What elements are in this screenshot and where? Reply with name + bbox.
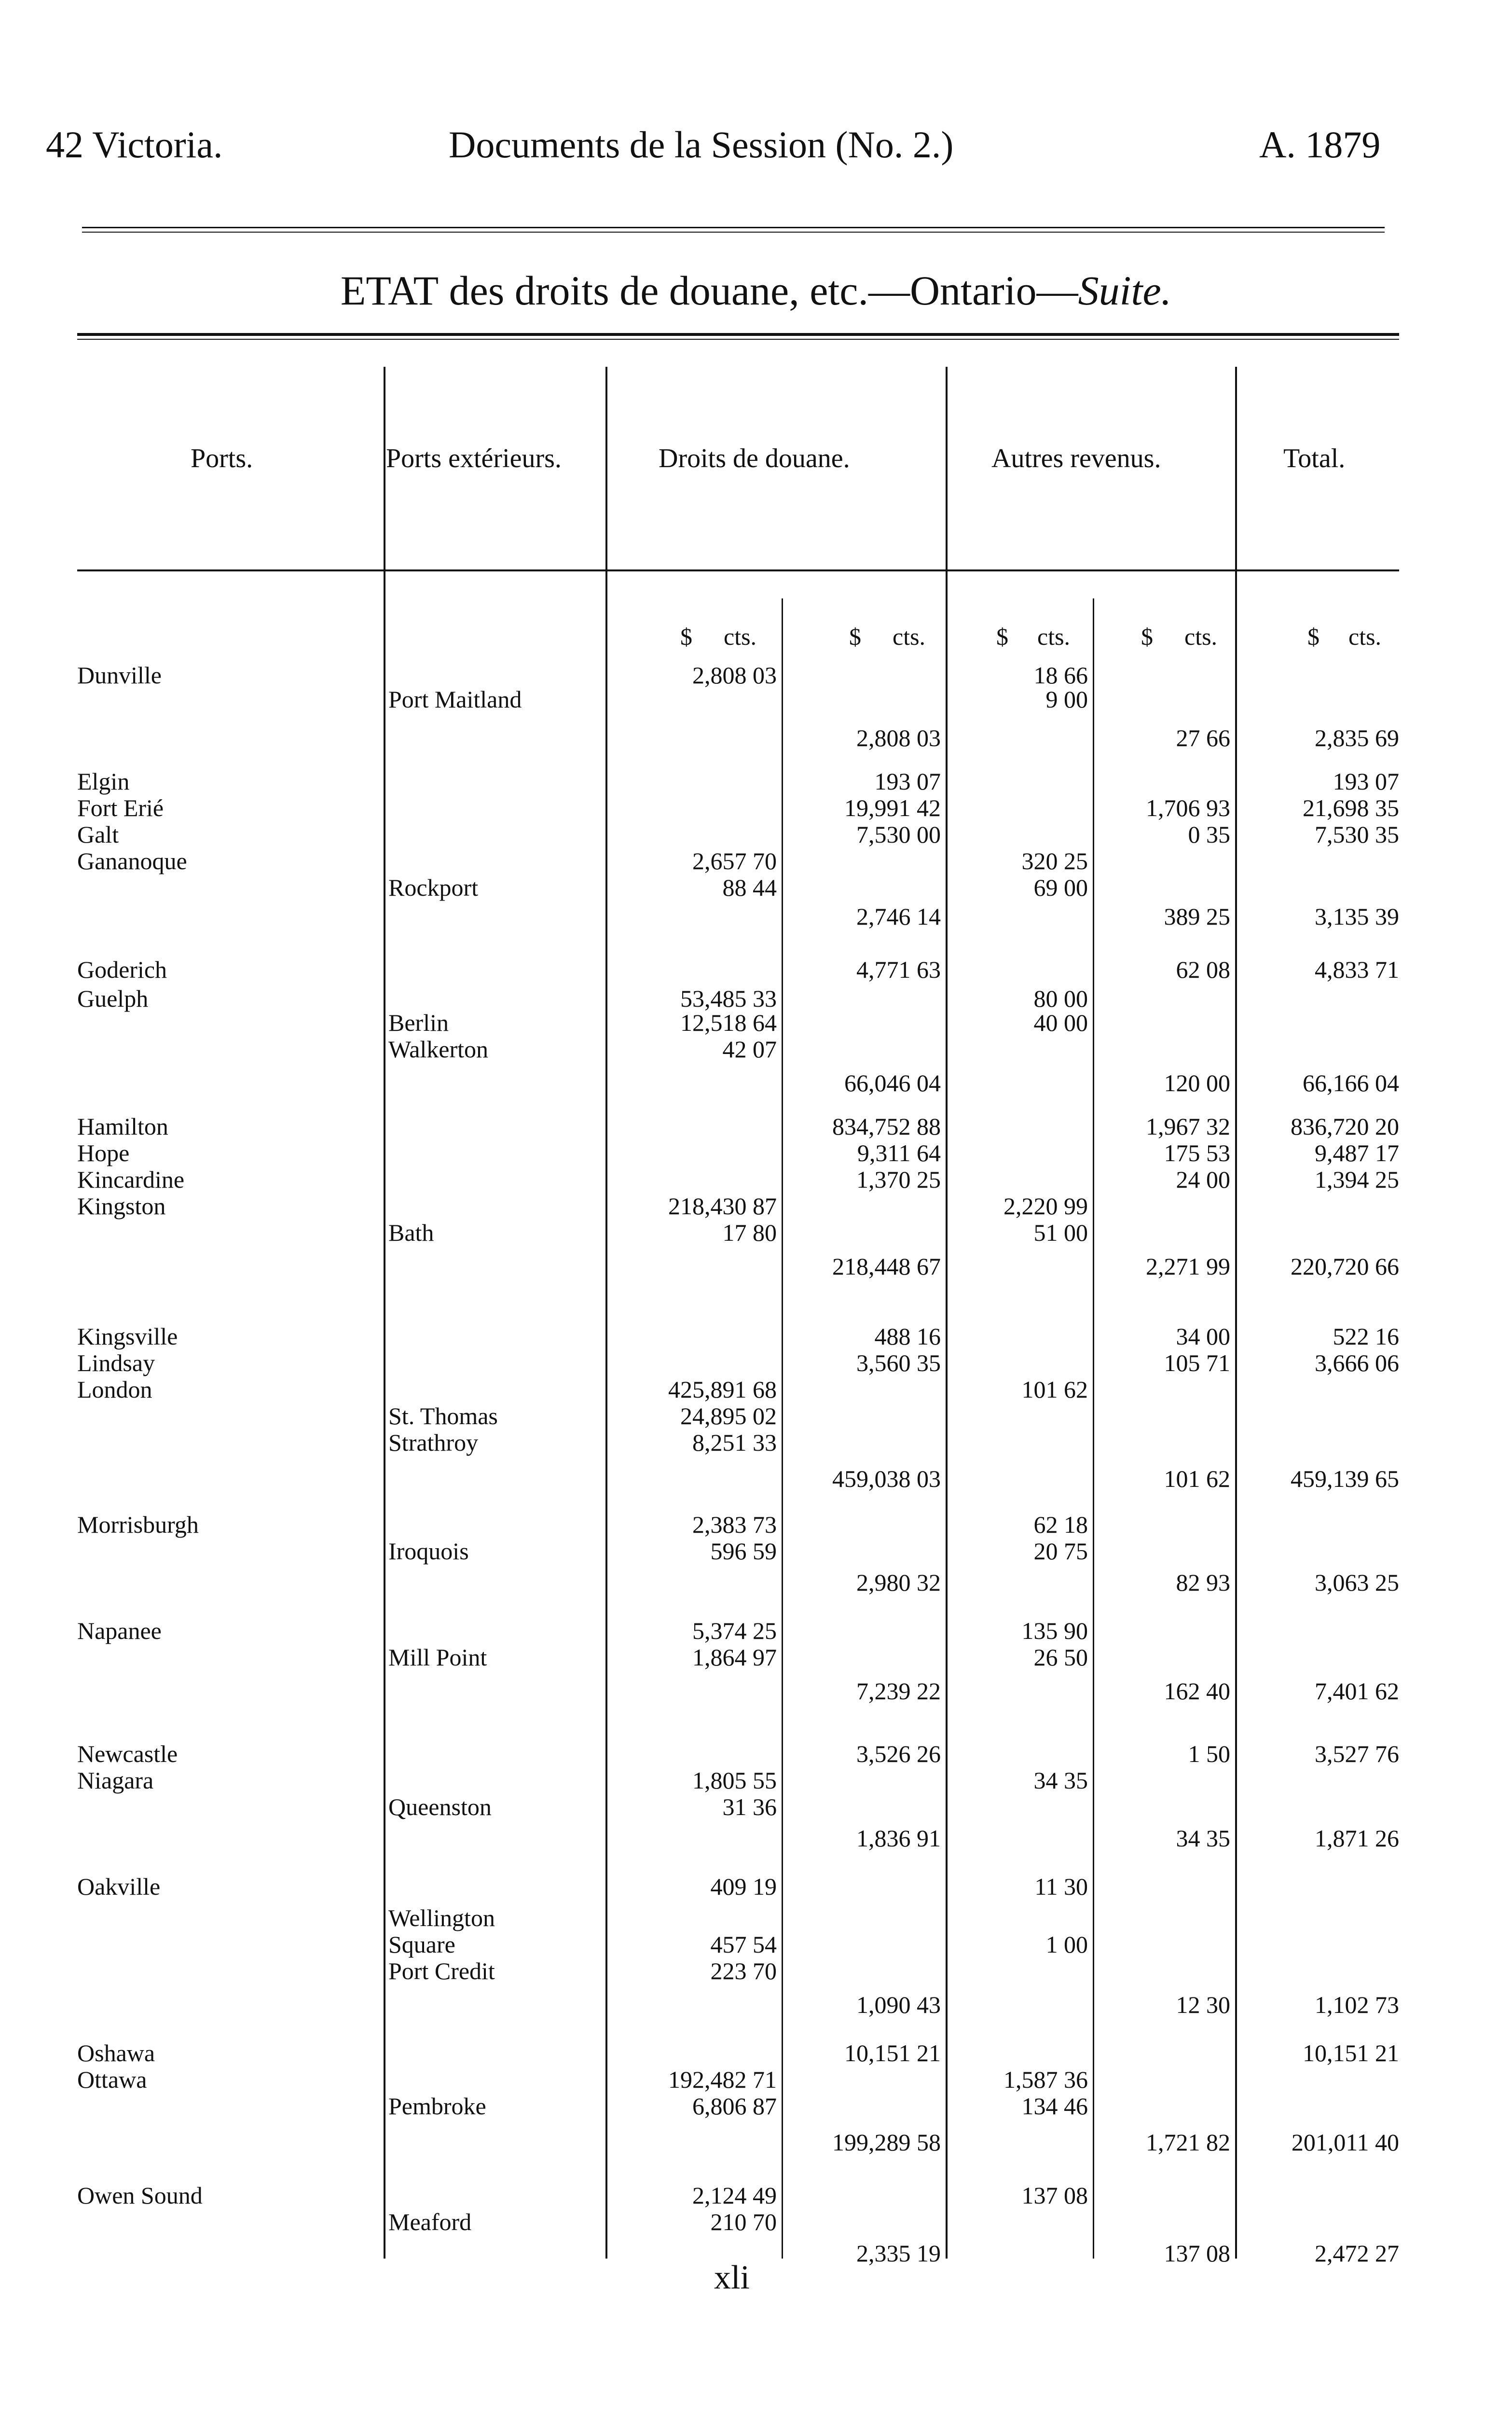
table-cell-d1: 12,518 64: [680, 1009, 777, 1036]
col-header-droits: Droits de douane.: [659, 444, 850, 473]
table-cell-d2: 7,530 00: [856, 821, 941, 848]
cur-dollar-a2: $: [1141, 623, 1153, 650]
table-cell-a2: 62 08: [1176, 956, 1230, 983]
table-cell-port: Owen Sound: [77, 2182, 203, 2209]
table-cell-d1: 42 07: [722, 1036, 777, 1063]
table-cell-d2: 66,046 04: [844, 1069, 941, 1096]
table-cell-d2: 7,239 22: [856, 1678, 941, 1705]
title-suffix: Suite.: [1078, 267, 1172, 314]
table-cell-d1: 218,430 87: [668, 1193, 777, 1220]
table-cell-ext: Wellington: [388, 1904, 495, 1931]
table-cell-tot: 7,530 35: [1315, 821, 1399, 848]
table-cell-a1: 34 35: [1033, 1767, 1088, 1794]
table-cell-a2: 24 00: [1176, 1166, 1230, 1193]
table-cell-d2: 193 07: [874, 768, 941, 795]
table-cell-d1: 24,895 02: [680, 1402, 777, 1429]
table-cell-a2: 2,271 99: [1146, 1253, 1230, 1280]
table-cell-d1: 6,806 87: [692, 2093, 777, 2120]
table-cell-d2: 488 16: [874, 1323, 941, 1350]
table-cell-d1: 53,485 33: [680, 985, 777, 1012]
table-cell-a2: 137 08: [1164, 2240, 1230, 2267]
table-cell-port: Ottawa: [77, 2066, 147, 2093]
col-header-ports-ext: Ports extérieurs.: [386, 444, 562, 473]
table-cell-ext: Berlin: [388, 1009, 449, 1036]
table-cell-tot: 3,527 76: [1315, 1740, 1399, 1767]
table-cell-port: London: [77, 1376, 152, 1403]
table-cell-d2: 3,560 35: [856, 1349, 941, 1376]
cur-cts-a1: cts.: [1037, 623, 1071, 650]
table-cell-port: Goderich: [77, 956, 167, 983]
table-cell-d2: 1,836 91: [856, 1825, 941, 1852]
table-cell-tot: 3,135 39: [1315, 903, 1399, 930]
cur-dollar-d2: $: [849, 623, 861, 650]
table-cell-port: Galt: [77, 821, 119, 848]
table-cell-port: Lindsay: [77, 1349, 155, 1376]
table-cell-port: Niagara: [77, 1767, 154, 1794]
table-cell-d2: 9,311 64: [857, 1139, 941, 1166]
table-cell-tot: 220,720 66: [1291, 1253, 1399, 1280]
table-cell-d2: 1,370 25: [856, 1166, 941, 1193]
table-cell-d1: 1,805 55: [692, 1767, 777, 1794]
cur-cts-d1: cts.: [724, 623, 757, 650]
table-cell-ext: Pembroke: [388, 2093, 486, 2120]
table-cell-a1: 134 46: [1021, 2093, 1088, 2120]
cur-dollar-d1: $: [680, 623, 692, 650]
table-cell-d1: 596 59: [710, 1538, 777, 1565]
table-cell-a1: 51 00: [1033, 1219, 1088, 1246]
table-cell-d2: 2,746 14: [856, 903, 941, 930]
table-cell-tot: 21,698 35: [1303, 794, 1399, 821]
table-cell-a1: 137 08: [1021, 2182, 1088, 2209]
header-left: 42 Victoria.: [46, 124, 223, 166]
col-sep-droits-inner: [782, 598, 783, 2259]
table-cell-port: Fort Erié: [77, 794, 164, 821]
table-cell-port: Hope: [77, 1139, 130, 1166]
table-cell-tot: 3,063 25: [1315, 1569, 1399, 1596]
col-sep-2: [605, 367, 607, 2259]
table-cell-port: Elgin: [77, 768, 130, 795]
table-cell-port: Oakville: [77, 1873, 161, 1900]
table-cell-a1: 9 00: [1045, 686, 1088, 713]
table-cell-a2: 82 93: [1176, 1569, 1230, 1596]
table-cell-a1: 20 75: [1033, 1538, 1088, 1565]
table-cell-d1: 223 70: [710, 1957, 777, 1984]
table-cell-tot: 1,871 26: [1315, 1825, 1399, 1852]
table-cell-a1: 1 00: [1045, 1931, 1088, 1958]
table-cell-ext: Port Maitland: [388, 686, 522, 713]
table-cell-tot: 836,720 20: [1291, 1113, 1399, 1140]
table-cell-port: Morrisburgh: [77, 1511, 199, 1538]
table-cell-a1: 80 00: [1033, 985, 1088, 1012]
table-cell-d2: 19,991 42: [844, 794, 941, 821]
table-cell-d1: 5,374 25: [692, 1617, 777, 1644]
table-cell-d1: 88 44: [722, 874, 777, 901]
table-cell-a2: 34 00: [1176, 1323, 1230, 1350]
title-rule-thick: [77, 333, 1399, 336]
table-cell-a2: 162 40: [1164, 1678, 1230, 1705]
table-cell-d1: 192,482 71: [668, 2066, 777, 2093]
table-cell-port: Gananoque: [77, 847, 187, 874]
table-cell-a2: 389 25: [1164, 903, 1230, 930]
table-cell-a1: 1,587 36: [1003, 2066, 1088, 2093]
table-cell-tot: 193 07: [1333, 768, 1399, 795]
header-center: Documents de la Session (No. 2.): [449, 124, 954, 166]
table-cell-d1: 425,891 68: [668, 1376, 777, 1403]
table-cell-a1: 320 25: [1021, 847, 1088, 874]
table-cell-port: Kingston: [77, 1193, 166, 1220]
table-cell-ext: Mill Point: [388, 1644, 487, 1671]
col-sep-4: [1235, 367, 1237, 2259]
cur-dollar-a1: $: [996, 623, 1008, 650]
table-cell-a1: 11 30: [1034, 1873, 1088, 1900]
table-cell-a2: 175 53: [1164, 1139, 1230, 1166]
table-cell-ext: St. Thomas: [388, 1402, 498, 1429]
table-cell-tot: 10,151 21: [1303, 2039, 1399, 2066]
table-cell-a2: 105 71: [1164, 1349, 1230, 1376]
table-cell-tot: 66,166 04: [1303, 1069, 1399, 1096]
table-cell-tot: 7,401 62: [1315, 1678, 1399, 1705]
table-cell-ext: Meaford: [388, 2208, 472, 2235]
table-cell-d2: 1,090 43: [856, 1991, 941, 2018]
table-cell-a1: 2,220 99: [1003, 1193, 1088, 1220]
table-cell-d2: 199,289 58: [832, 2129, 941, 2156]
table-cell-d2: 218,448 67: [832, 1253, 941, 1280]
table-cell-port: Napanee: [77, 1617, 162, 1644]
col-header-total: Total.: [1283, 444, 1346, 473]
table-cell-a2: 1,706 93: [1146, 794, 1230, 821]
table-cell-port: Kincardine: [77, 1166, 185, 1193]
table-cell-a2: 1,721 82: [1146, 2129, 1230, 2156]
table-cell-port: Dunville: [77, 662, 162, 689]
table-cell-a2: 27 66: [1176, 724, 1230, 751]
table-cell-tot: 1,102 73: [1315, 1991, 1399, 2018]
table-cell-a1: 40 00: [1033, 1009, 1088, 1036]
table-cell-d2: 3,526 26: [856, 1740, 941, 1767]
col-sep-autres-inner: [1093, 598, 1094, 2259]
table-cell-tot: 459,139 65: [1291, 1465, 1399, 1492]
table-cell-port: Oshawa: [77, 2039, 155, 2066]
table-cell-d2: 2,335 19: [856, 2240, 941, 2267]
table-cell-a2: 0 35: [1188, 821, 1230, 848]
table-cell-a1: 18 66: [1033, 662, 1088, 689]
table-cell-d1: 31 36: [722, 1793, 777, 1820]
table-cell-a2: 34 35: [1176, 1825, 1230, 1852]
table-cell-d1: 457 54: [710, 1931, 777, 1958]
table-cell-ext: Square: [388, 1931, 455, 1958]
table-cell-d1: 8,251 33: [692, 1429, 777, 1456]
col-sep-1: [384, 367, 385, 2259]
table-cell-ext: Strathroy: [388, 1429, 479, 1456]
table-cell-tot: 522 16: [1333, 1323, 1399, 1350]
header-right: A. 1879: [1259, 124, 1381, 166]
table-cell-port: Newcastle: [77, 1740, 178, 1767]
table-cell-a1: 135 90: [1021, 1617, 1088, 1644]
table-cell-a1: 26 50: [1033, 1644, 1088, 1671]
table-cell-d1: 2,383 73: [692, 1511, 777, 1538]
table-cell-d1: 210 70: [710, 2208, 777, 2235]
page-title: [0, 266, 1512, 315]
table-cell-a2: 101 62: [1164, 1465, 1230, 1492]
table-cell-tot: 201,011 40: [1291, 2129, 1399, 2156]
table-cell-d1: 1,864 97: [692, 1644, 777, 1671]
title-rule-thin: [77, 339, 1399, 340]
title-main: des droits de douane, etc.—Ontario—: [449, 267, 1078, 314]
table-cell-ext: Bath: [388, 1219, 434, 1246]
header-bottom-rule: [77, 569, 1399, 571]
table-cell-port: Kingsville: [77, 1323, 178, 1350]
table-cell-a2: 12 30: [1176, 1991, 1230, 2018]
table-cell-d1: 17 80: [722, 1219, 777, 1246]
table-cell-ext: Walkerton: [388, 1036, 489, 1063]
cur-cts-tot: cts.: [1348, 623, 1382, 650]
cur-dollar-tot: $: [1307, 623, 1320, 650]
table-cell-a2: 120 00: [1164, 1069, 1230, 1096]
table-cell-a2: 1 50: [1188, 1740, 1230, 1767]
table-cell-d1: 2,808 03: [692, 662, 777, 689]
col-header-ports: Ports.: [191, 444, 253, 473]
table-cell-tot: 1,394 25: [1315, 1166, 1399, 1193]
table-cell-d2: 4,771 63: [856, 956, 941, 983]
table-cell-tot: 4,833 71: [1315, 956, 1399, 983]
header-rule-2: [82, 232, 1385, 233]
table-cell-tot: 2,835 69: [1315, 724, 1399, 751]
table-cell-d2: 2,808 03: [856, 724, 941, 751]
table-cell-ext: Port Credit: [388, 1957, 495, 1984]
table-cell-d1: 2,124 49: [692, 2182, 777, 2209]
table-cell-d1: 409 19: [710, 1873, 777, 1900]
table-cell-port: Guelph: [77, 985, 149, 1012]
table-cell-d2: 10,151 21: [844, 2039, 941, 2066]
table-cell-ext: Iroquois: [388, 1538, 469, 1565]
table-cell-ext: Rockport: [388, 874, 479, 901]
table-cell-d2: 459,038 03: [832, 1465, 941, 1492]
table-cell-tot: 3,666 06: [1315, 1349, 1399, 1376]
page-number: xli: [714, 2259, 750, 2296]
table-cell-ext: Queenston: [388, 1793, 492, 1820]
cur-cts-a2: cts.: [1184, 623, 1218, 650]
table-cell-d2: 834,752 88: [832, 1113, 941, 1140]
table-cell-a1: 62 18: [1033, 1511, 1088, 1538]
col-sep-3: [946, 367, 948, 2259]
table-cell-tot: 2,472 27: [1315, 2240, 1399, 2267]
table-cell-a1: 101 62: [1021, 1376, 1088, 1403]
header-rule-1: [82, 227, 1385, 228]
table-cell-a2: 1,967 32: [1146, 1113, 1230, 1140]
col-header-autres: Autres revenus.: [991, 444, 1161, 473]
table-cell-d1: 2,657 70: [692, 847, 777, 874]
table-cell-d2: 2,980 32: [856, 1569, 941, 1596]
table-cell-port: Hamilton: [77, 1113, 168, 1140]
table-cell-tot: 9,487 17: [1315, 1139, 1399, 1166]
table-cell-a1: 69 00: [1033, 874, 1088, 901]
title-prefix: ETAT: [340, 267, 439, 314]
cur-cts-d2: cts.: [893, 623, 926, 650]
